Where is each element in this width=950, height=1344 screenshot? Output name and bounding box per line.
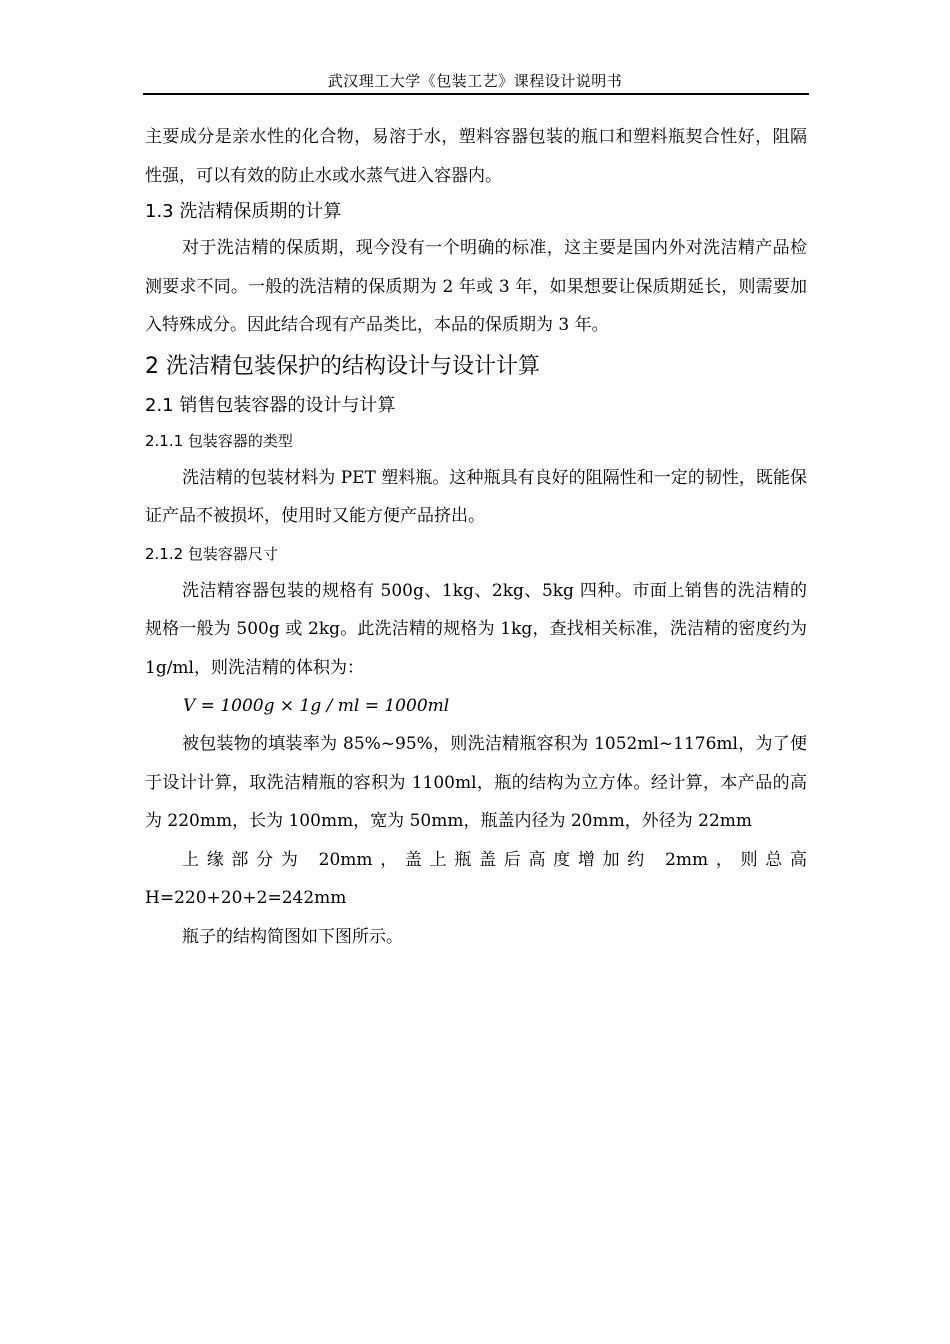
paragraph-total-height-line2: H=220+20+2=242mm xyxy=(145,888,347,908)
paragraph-specifications: 洗洁精容器包装的规格有 500g、1kg、2kg、5kg 四种。市面上销售的洗洁精的规格一般为 500g 或 2kg。此洗洁精的规格为 1kg，查找相关标准，洗洁精的密度约为 1g/ml，则洗洁精的体积为： xyxy=(145,580,807,678)
page-header-title: 武汉理工大学《包装工艺》课程设计说明书 xyxy=(327,72,623,90)
document-body xyxy=(145,118,807,956)
heading-1-3: 1.3 洗洁精保质期的计算 xyxy=(145,201,342,222)
heading-2-1: 2.1 销售包装容器的设计与计算 xyxy=(145,394,396,416)
paragraph-shelf-life: 对于洗洁精的保质期，现今没有一个明确的标准，这主要是国内外对洗洁精产品检测要求不同。一般的洗洁精的保质期为 2 年或 3 年，如果想要让保质期延长，则需要加入特殊成分。因此结合现有产品类比，本品的保质期为 3 年。 xyxy=(145,238,807,335)
heading-2-1-2: 2.1.2 包装容器尺寸 xyxy=(145,544,278,563)
paragraph-dimensions: 被包装物的填装率为 85%~95%，则洗洁精瓶容积为 1052ml~1176ml，为了便于设计计算，取洗洁精瓶的容积为 1100ml，瓶的结构为立方体。经计算，本产品的高为 220mm，长为 100mm，宽为 50mm，瓶盖内径为 20mm，外径为 22mm xyxy=(145,734,807,831)
heading-2: 2 洗洁精包装保护的结构设计与设计计算 xyxy=(145,353,540,379)
paragraph-material: 洗洁精的包装材料为 PET 塑料瓶。这种瓶具有良好的阻隔性和一定的韧性，既能保证产品不被损坏，使用时又能方便产品挤出。 xyxy=(145,467,807,526)
paragraph-figure-intro: 瓶子的结构简图如下图所示。 xyxy=(182,926,403,947)
volume-formula: V = 1000g × 1g / ml = 1000ml xyxy=(183,696,450,716)
paragraph-ingredients: 主要成分是亲水性的化合物，易溶于水，塑料容器包装的瓶口和塑料瓶契合性好，阻隔性强，可以有效的防止水或水蒸气进入容器内。 xyxy=(145,127,807,186)
header-divider xyxy=(143,93,809,95)
paragraph-total-height-line1: 上缘部分为 20mm，盖上瓶盖后高度增加约 2mm，则总高 xyxy=(182,849,807,870)
heading-2-1-1: 2.1.1 包装容器的类型 xyxy=(145,431,293,450)
